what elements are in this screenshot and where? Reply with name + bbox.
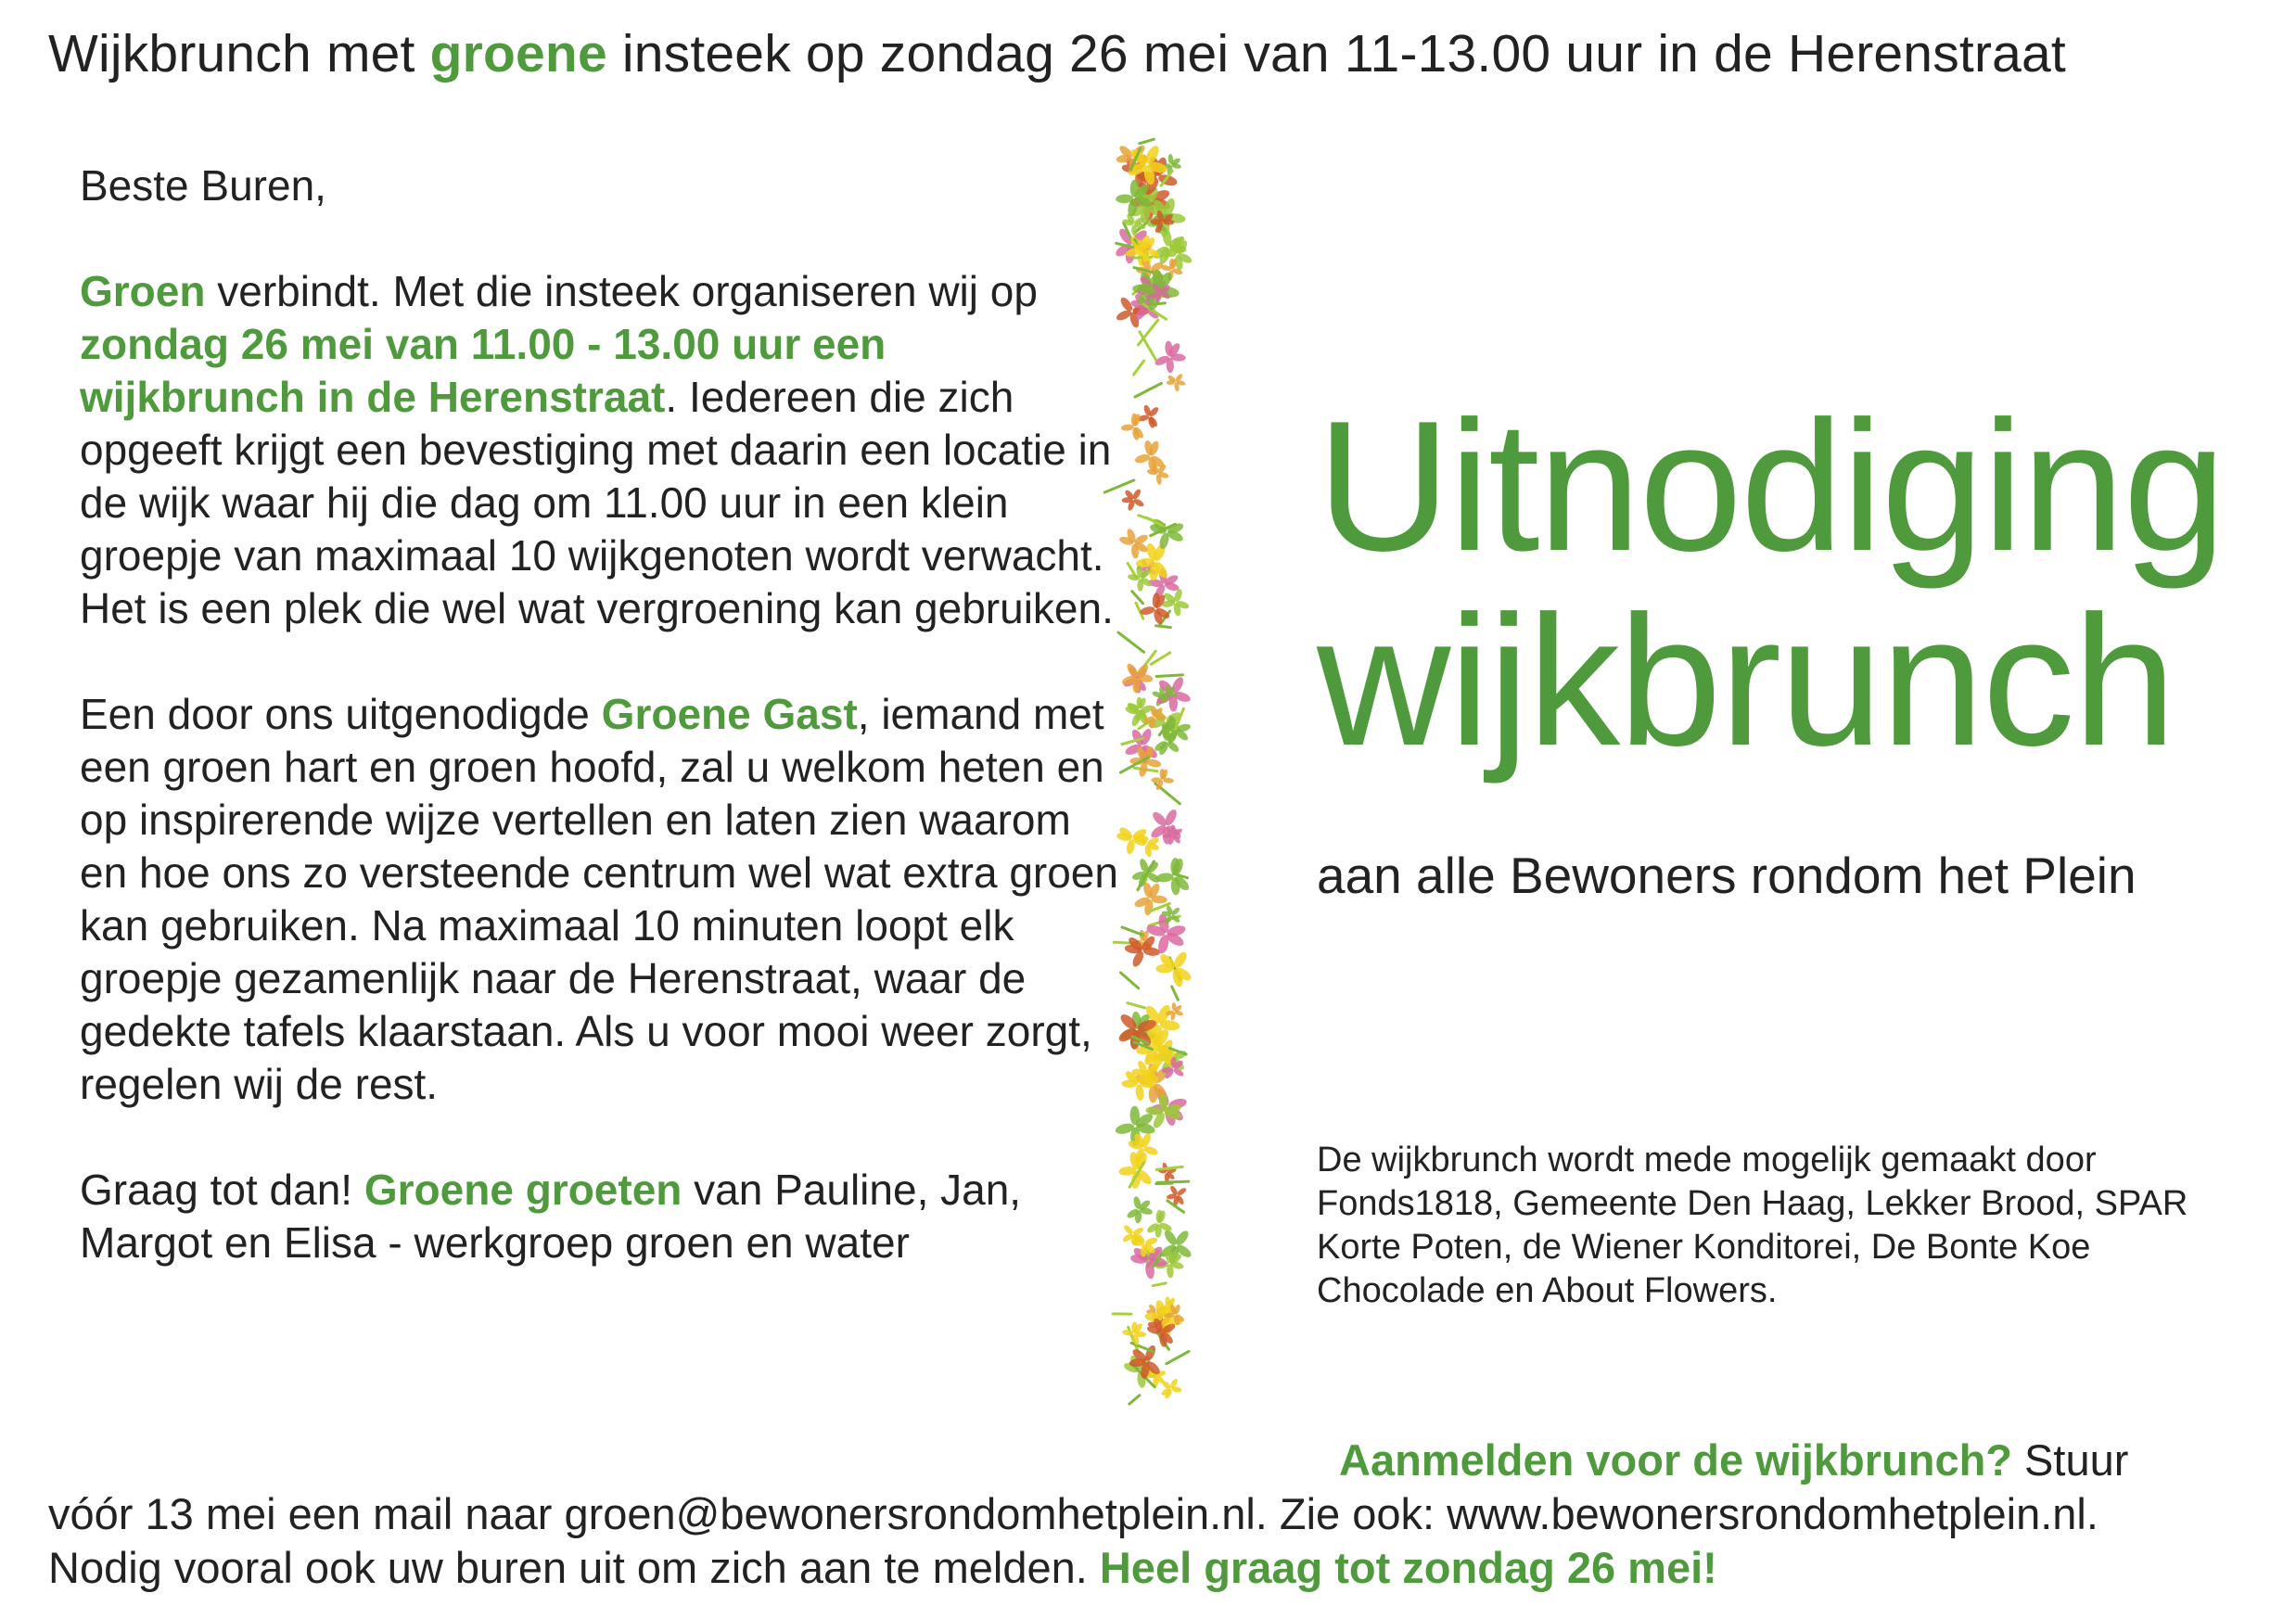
sponsors-text: De wijkbrunch wordt mede mogelijk gemaakt door Fonds1818, Gemeente Den Haag, Lekker Brood, SPAR Korte Poten, de Wiener Konditorei, De Bonte Koe Chocolade en About Flowers.	[1317, 1141, 2188, 1310]
footer-accent-1: Aanmelden voor de wijkbrunch?	[1339, 1435, 2012, 1485]
letter-greeting: Beste Buren,	[80, 161, 326, 210]
p3-accent: Groene groeten	[364, 1166, 682, 1214]
footer-accent-3: Heel graag tot zondag 26 mei!	[1099, 1543, 1717, 1592]
invitation-title	[1317, 383, 2244, 784]
p1-accent-2: zondag 26 mei van 11.00 - 13.00 uur een wijkbrunch in de Herenstraat	[80, 320, 887, 421]
invitation-subtitle: aan alle Bewoners rondom het Plein	[1317, 847, 2137, 904]
p3-text-2: van Pauline, Jan, Margot en Elisa - werkgroep groen en water	[80, 1166, 1022, 1267]
footer-text-3: Nodig vooral ook uw buren uit om zich aan te melden.	[48, 1543, 1100, 1592]
header-text-2: insteek op zondag 26 mei van 11-13.00 uur in de Herenstraat	[606, 24, 2066, 83]
flower-garland-icon	[1094, 130, 1215, 1447]
p1-accent-1: Groen	[80, 267, 206, 315]
title-line-1: Uitnodiging	[1317, 383, 2225, 590]
p1-text-2: . Iedereen die zich opgeeft krijgt een bevestiging met daarin een locatie in de wijk waar hij die dag om 11.00 uur in een klein groepje van maximaal 10 wijkgenoten wordt verwacht. Het is een plek die wel wat vergroening kan gebruiken.	[80, 373, 1114, 632]
p2-accent: Groene Gast	[601, 690, 858, 738]
header-accent: groene	[429, 24, 607, 83]
title-line-2: wijkbrunch	[1317, 578, 2175, 784]
footer-line-1	[48, 1434, 2274, 1487]
footer	[48, 1434, 2274, 1595]
p3-text-1: Graag tot dan!	[80, 1166, 364, 1214]
p1-text-1: verbindt. Met die insteek organiseren wij op	[205, 267, 1038, 315]
letter-body	[80, 159, 1118, 1269]
letter-paragraph-3	[80, 1164, 1118, 1269]
footer-line-2: vóór 13 mei een mail naar groen@bewonersrondomhetplein.nl. Zie ook: www.bewonersrondomhetplein.nl.	[48, 1489, 2098, 1538]
header-line	[48, 17, 2274, 91]
letter-paragraph-1	[80, 265, 1118, 635]
p2-text-1: Een door ons uitgenodigde	[80, 690, 602, 738]
footer-text-1: Stuur	[2012, 1435, 2129, 1485]
footer-line-3	[48, 1541, 2274, 1595]
letter-paragraph-2	[80, 688, 1118, 1111]
header-text-1: Wijkbrunch met	[48, 24, 430, 83]
p2-text-2: , iemand met een groen hart en groen hoofd, zal u welkom heten en op inspirerende wijze vertellen en laten zien waarom en hoe ons zo versteende centrum wel wat extra groen kan gebruiken. Na maximaal 10 minuten loopt elk groepje gezamenlijk naar de Herenstraat, waar de gedekte tafels klaarstaan. Als u voor mooi weer zorgt, regelen wij de rest.	[80, 690, 1118, 1108]
